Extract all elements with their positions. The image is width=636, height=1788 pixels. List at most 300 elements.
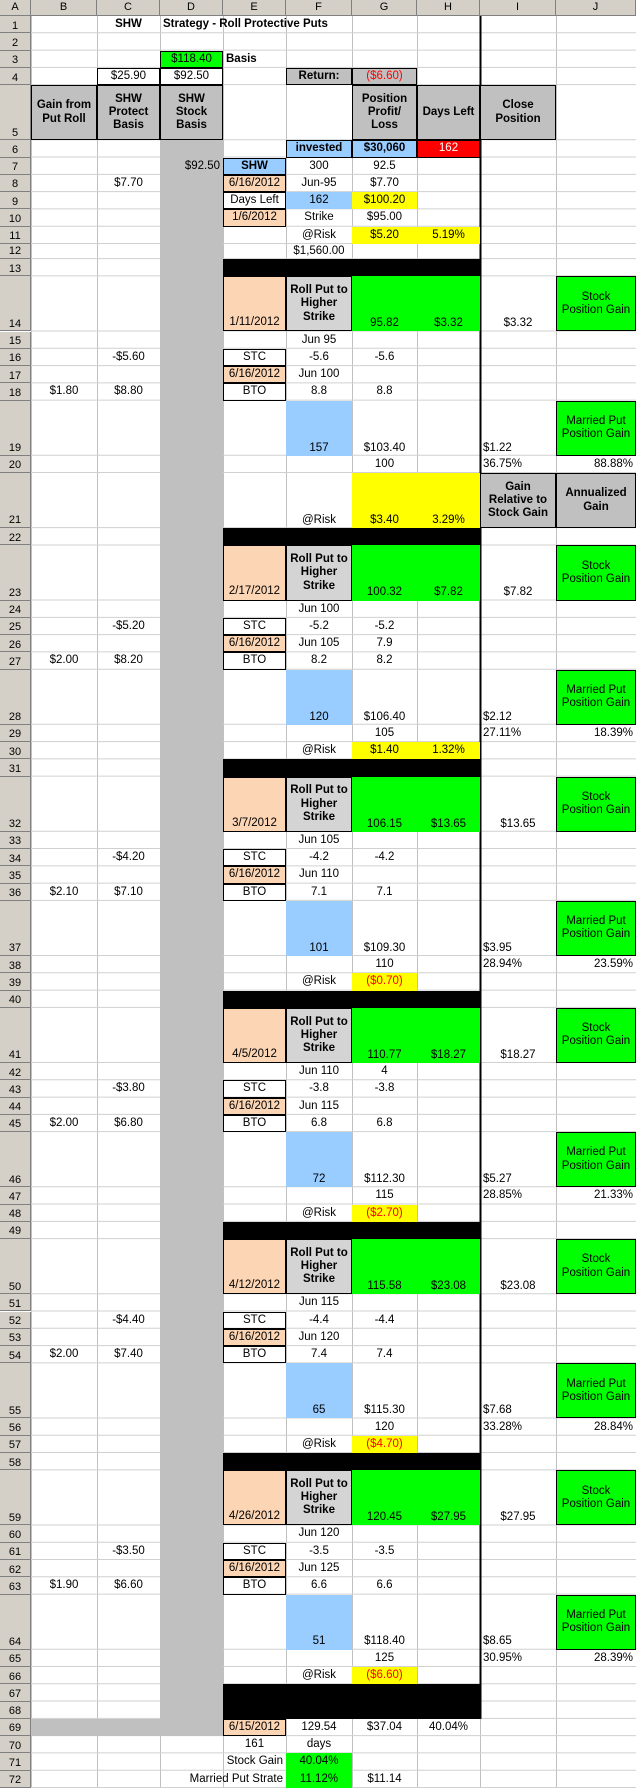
total-basis[interactable]: $112.30 — [364, 1173, 405, 1186]
stock-gain[interactable]: $3.32 — [417, 276, 480, 331]
stc-label[interactable]: STC — [223, 349, 286, 366]
stc-value[interactable]: -4.2 — [309, 851, 329, 864]
old-put[interactable]: Jun 120 — [298, 1527, 340, 1540]
stc-value-g[interactable]: -5.2 — [374, 619, 395, 632]
put-roll-gain[interactable]: $2.10 — [49, 885, 79, 898]
old-put[interactable]: Jun 95 — [301, 333, 337, 346]
row-header-36[interactable]: 36 — [0, 884, 31, 901]
old-put[interactable]: Jun 100 — [298, 602, 340, 615]
new-put-value[interactable]: 7.9 — [376, 637, 393, 650]
column-header-b[interactable]: B — [31, 0, 97, 16]
cell-d5[interactable]: SHW Stock Basis — [160, 85, 223, 140]
row-header-9[interactable]: 9 — [0, 192, 31, 209]
row-header-14[interactable]: 14 — [0, 276, 31, 331]
bto-label[interactable]: BTO — [223, 1577, 286, 1594]
strike[interactable]: 125 — [374, 1651, 395, 1664]
days-left[interactable]: 65 — [286, 1363, 352, 1418]
cell-f9[interactable]: 162 — [286, 192, 352, 209]
row-header-38[interactable]: 38 — [0, 956, 31, 973]
roll-label[interactable]: Roll Put to Higher Strike — [286, 1008, 352, 1063]
old-put[interactable]: Jun 115 — [298, 1296, 340, 1309]
roll-date[interactable]: 3/7/2012 — [223, 777, 286, 832]
put-close-value[interactable]: $5.27 — [483, 1173, 512, 1186]
risk-value[interactable]: $1.40 — [352, 742, 417, 759]
row-header-8[interactable]: 8 — [0, 175, 31, 192]
row-header-64[interactable]: 64 — [0, 1595, 31, 1650]
row-header-48[interactable]: 48 — [0, 1205, 31, 1222]
cell-c1[interactable]: SHW — [115, 18, 142, 31]
row-header-25[interactable]: 25 — [0, 618, 31, 635]
cell-g7[interactable]: 92.5 — [373, 159, 396, 172]
protect-stc[interactable]: -$5.60 — [112, 350, 145, 363]
row-header-20[interactable]: 20 — [0, 456, 31, 473]
risk-label[interactable]: @Risk — [301, 744, 337, 757]
close-position[interactable]: $3.32 — [503, 317, 533, 330]
row-header-45[interactable]: 45 — [0, 1115, 31, 1132]
stock-price[interactable]: 110.77 — [352, 1008, 417, 1063]
stc-value[interactable]: -3.5 — [309, 1544, 329, 1557]
stc-label[interactable]: STC — [223, 618, 286, 635]
cell-e70[interactable]: 161 — [244, 1738, 265, 1751]
roll-date[interactable]: 2/17/2012 — [223, 545, 286, 600]
bto-value-g[interactable]: 7.1 — [376, 885, 393, 898]
put-roll-gain[interactable]: $2.00 — [49, 1348, 79, 1361]
new-put[interactable]: Jun 105 — [298, 637, 340, 650]
cell-d4[interactable]: $92.50 — [160, 68, 223, 85]
row-header-12[interactable]: 12 — [0, 244, 31, 259]
stock-position-gain-label[interactable]: Stock Position Gain — [556, 545, 636, 600]
column-header-c[interactable]: C — [97, 0, 160, 16]
row-header-65[interactable]: 65 — [0, 1650, 31, 1667]
strike[interactable]: 100 — [374, 457, 395, 470]
annualized-pct[interactable]: 23.59% — [593, 958, 633, 971]
risk-label[interactable]: @Risk — [301, 513, 337, 526]
stc-label[interactable]: STC — [223, 1543, 286, 1560]
roll-date[interactable]: 4/5/2012 — [223, 1008, 286, 1063]
cell-e7[interactable]: SHW — [223, 158, 286, 175]
married-put-gain-label[interactable]: Married Put Position Gain — [556, 401, 636, 456]
row-header-41[interactable]: 41 — [0, 1008, 31, 1063]
old-put[interactable]: Jun 110 — [298, 1065, 340, 1078]
row-header-68[interactable]: 68 — [0, 1702, 31, 1719]
row-header-23[interactable]: 23 — [0, 545, 31, 600]
annualized-pct[interactable]: 21.33% — [593, 1189, 633, 1202]
row-header-37[interactable]: 37 — [0, 901, 31, 956]
total-basis[interactable]: $106.40 — [363, 710, 406, 723]
cell-h11[interactable]: 5.19% — [417, 227, 480, 244]
stc-value[interactable]: -4.4 — [309, 1313, 329, 1326]
married-put-gain-label[interactable]: Married Put Position Gain — [556, 670, 636, 725]
expiry-date[interactable]: 6/16/2012 — [223, 866, 286, 883]
protect-bto[interactable]: $8.80 — [114, 385, 143, 398]
cell-f12[interactable]: $1,560.00 — [293, 244, 345, 257]
cell-h6[interactable]: 162 — [417, 140, 480, 157]
row-header-66[interactable]: 66 — [0, 1667, 31, 1684]
cell-f71[interactable]: 40.04% — [286, 1753, 352, 1770]
cell-f7[interactable]: 300 — [309, 159, 329, 172]
row-header-44[interactable]: 44 — [0, 1098, 31, 1115]
column-header-f[interactable]: F — [286, 0, 352, 16]
cell-i5[interactable]: Close Position — [480, 85, 556, 140]
stock-gain[interactable]: $7.82 — [417, 545, 480, 600]
bto-label[interactable]: BTO — [223, 652, 286, 669]
bto-label[interactable]: BTO — [223, 383, 286, 400]
bto-value-g[interactable]: 8.2 — [376, 654, 393, 667]
row-header-22[interactable]: 22 — [0, 528, 31, 545]
new-put[interactable]: Jun 110 — [298, 868, 340, 881]
stock-price[interactable]: 95.82 — [352, 276, 417, 331]
put-close-value[interactable]: $7.68 — [483, 1404, 512, 1417]
bto-value-g[interactable]: 6.8 — [376, 1116, 393, 1129]
stc-value-g[interactable]: -3.8 — [374, 1082, 395, 1095]
bto-value[interactable]: 7.4 — [311, 1348, 327, 1361]
row-header-62[interactable]: 62 — [0, 1560, 31, 1577]
roll-date[interactable]: 4/12/2012 — [223, 1239, 286, 1294]
days-left[interactable]: 157 — [286, 401, 352, 456]
cell-f70[interactable]: days — [306, 1738, 332, 1751]
cell-e10[interactable]: 1/6/2012 — [223, 209, 286, 226]
row-header-46[interactable]: 46 — [0, 1132, 31, 1187]
stock-gain[interactable]: $13.65 — [417, 777, 480, 832]
put-roll-gain[interactable]: $1.80 — [49, 385, 79, 398]
cell-g69[interactable]: $37.04 — [366, 1720, 403, 1733]
stock-position-gain-label[interactable]: Stock Position Gain — [556, 276, 636, 331]
risk-label[interactable]: @Risk — [301, 975, 337, 988]
bto-value[interactable]: 8.2 — [311, 654, 327, 667]
new-put[interactable]: Jun 100 — [298, 368, 340, 381]
expiry-date[interactable]: 6/16/2012 — [223, 1329, 286, 1346]
row-header-60[interactable]: 60 — [0, 1525, 31, 1542]
bto-label[interactable]: BTO — [223, 884, 286, 901]
stc-value-g[interactable]: -4.2 — [374, 851, 395, 864]
row-header-21[interactable]: 21 — [0, 473, 31, 528]
cell-e8[interactable]: 6/16/2012 — [223, 175, 286, 192]
row-header-51[interactable]: 51 — [0, 1294, 31, 1311]
protect-bto[interactable]: $6.80 — [114, 1116, 143, 1129]
row-header-63[interactable]: 63 — [0, 1577, 31, 1594]
cell-g4[interactable]: ($6.60) — [352, 68, 417, 85]
row-header-5[interactable]: 5 — [0, 85, 31, 140]
put-close-value[interactable]: $3.95 — [483, 941, 512, 954]
stock-gain[interactable]: $18.27 — [417, 1008, 480, 1063]
row-header-3[interactable]: 3 — [0, 51, 31, 68]
stc-label[interactable]: STC — [223, 1312, 286, 1329]
stc-value-g[interactable]: -3.5 — [374, 1544, 395, 1557]
annualized-header[interactable]: Annualized Gain — [556, 473, 636, 528]
row-header-17[interactable]: 17 — [0, 366, 31, 383]
protect-bto[interactable]: $6.60 — [114, 1579, 143, 1592]
stock-position-gain-label[interactable]: Stock Position Gain — [556, 1239, 636, 1294]
gain-pct[interactable]: 30.95% — [483, 1651, 523, 1664]
row-header-35[interactable]: 35 — [0, 866, 31, 883]
stock-price[interactable]: 120.45 — [352, 1470, 417, 1525]
risk-value[interactable]: ($0.70) — [352, 973, 417, 990]
column-header-g[interactable]: G — [352, 0, 417, 16]
row-header-13[interactable]: 13 — [0, 259, 31, 276]
cell-c8[interactable]: $7.70 — [114, 176, 143, 189]
roll-label[interactable]: Roll Put to Higher Strike — [286, 276, 352, 331]
bto-value[interactable]: 8.8 — [311, 385, 327, 398]
row-header-52[interactable]: 52 — [0, 1312, 31, 1329]
row-header-27[interactable]: 27 — [0, 652, 31, 669]
column-header-e[interactable]: E — [223, 0, 286, 16]
protect-bto[interactable]: $8.20 — [114, 654, 143, 667]
row-header-4[interactable]: 4 — [0, 68, 31, 85]
row-header-18[interactable]: 18 — [0, 383, 31, 400]
row-header-55[interactable]: 55 — [0, 1363, 31, 1418]
row-header-69[interactable]: 69 — [0, 1719, 31, 1736]
risk-value[interactable]: ($6.60) — [352, 1667, 417, 1684]
bto-value[interactable]: 6.8 — [311, 1116, 327, 1129]
risk-value[interactable]: $3.40 — [352, 473, 417, 528]
gain-pct[interactable]: 28.85% — [483, 1189, 523, 1202]
gain-pct[interactable]: 36.75% — [483, 457, 523, 470]
gain-pct[interactable]: 27.11% — [483, 726, 522, 739]
strike[interactable]: 110 — [375, 958, 394, 971]
stock-price[interactable]: 115.58 — [352, 1239, 417, 1294]
row-header-56[interactable]: 56 — [0, 1418, 31, 1435]
row-header-49[interactable]: 49 — [0, 1222, 31, 1239]
cell-g11[interactable]: $5.20 — [352, 227, 417, 244]
total-basis[interactable]: $118.40 — [364, 1635, 405, 1648]
row-header-70[interactable]: 70 — [0, 1736, 31, 1753]
row-header-72[interactable]: 72 — [0, 1771, 31, 1788]
cell-h5[interactable]: Days Left — [417, 85, 480, 140]
cell-c4[interactable]: $25.90 — [97, 68, 160, 85]
roll-label[interactable]: Roll Put to Higher Strike — [286, 545, 352, 600]
old-put-value[interactable]: 4 — [381, 1065, 388, 1078]
put-close-value[interactable]: $8.65 — [483, 1635, 512, 1648]
cell-d1[interactable]: Strategy - Roll Protective Puts — [163, 18, 328, 31]
roll-date[interactable]: 1/11/2012 — [223, 276, 286, 331]
annualized-pct[interactable]: 28.39% — [593, 1651, 633, 1664]
cell-g6[interactable]: $30,060 — [352, 140, 417, 157]
days-left[interactable]: 120 — [286, 670, 352, 725]
stc-value-g[interactable]: -5.6 — [374, 350, 395, 363]
total-basis[interactable]: $103.40 — [363, 441, 406, 454]
annualized-pct[interactable]: 28.84% — [593, 1420, 633, 1433]
risk-pct[interactable] — [417, 1205, 480, 1222]
cell-e72[interactable]: Married Put Strate — [189, 1772, 283, 1785]
row-header-10[interactable]: 10 — [0, 209, 31, 226]
new-put[interactable]: Jun 125 — [298, 1562, 340, 1575]
bto-value-g[interactable]: 8.8 — [376, 385, 393, 398]
cell-g10[interactable]: $95.00 — [366, 211, 403, 224]
stc-value[interactable]: -3.8 — [309, 1082, 329, 1095]
row-header-24[interactable]: 24 — [0, 601, 31, 618]
row-header-57[interactable]: 57 — [0, 1436, 31, 1453]
cell-g5[interactable]: Position Profit/ Loss — [352, 85, 417, 140]
close-position[interactable]: $7.82 — [503, 586, 533, 599]
cell-f8[interactable]: Jun-95 — [301, 176, 337, 189]
annualized-pct[interactable]: 18.39% — [593, 726, 633, 739]
stc-value-g[interactable]: -4.4 — [374, 1313, 395, 1326]
row-header-32[interactable]: 32 — [0, 777, 31, 832]
cell-f11[interactable]: @Risk — [301, 228, 337, 241]
stock-position-gain-label[interactable]: Stock Position Gain — [556, 1008, 636, 1063]
close-position[interactable]: $27.95 — [500, 1511, 536, 1524]
row-header-34[interactable]: 34 — [0, 849, 31, 866]
put-close-value[interactable]: $1.22 — [483, 441, 512, 454]
column-header-j[interactable]: J — [556, 0, 636, 16]
stock-price[interactable]: 100.32 — [352, 545, 417, 600]
row-header-7[interactable]: 7 — [0, 158, 31, 175]
roll-date[interactable]: 4/26/2012 — [223, 1470, 286, 1525]
row-header-19[interactable]: 19 — [0, 401, 31, 456]
close-position[interactable]: $18.27 — [500, 1048, 536, 1061]
row-header-11[interactable]: 11 — [0, 227, 31, 244]
close-position[interactable]: $13.65 — [500, 817, 536, 830]
new-put[interactable]: Jun 115 — [298, 1099, 340, 1112]
row-header-33[interactable]: 33 — [0, 832, 31, 849]
expiry-date[interactable]: 6/16/2012 — [223, 635, 286, 652]
row-header-15[interactable]: 15 — [0, 332, 31, 349]
married-put-gain-label[interactable]: Married Put Position Gain — [556, 1132, 636, 1187]
cell-e3[interactable]: Basis — [226, 52, 257, 65]
protect-stc[interactable]: -$3.50 — [112, 1544, 145, 1557]
protect-stc[interactable]: -$4.20 — [112, 851, 145, 864]
gain-pct[interactable]: 33.28% — [483, 1420, 523, 1433]
row-header-16[interactable]: 16 — [0, 349, 31, 366]
put-roll-gain[interactable]: $2.00 — [49, 1116, 79, 1129]
column-header-a[interactable]: A — [0, 0, 31, 16]
row-header-59[interactable]: 59 — [0, 1470, 31, 1525]
cell-d3[interactable]: $118.40 — [160, 51, 223, 68]
risk-value[interactable]: ($2.70) — [352, 1205, 417, 1222]
cell-e71[interactable]: Stock Gain — [226, 1755, 283, 1768]
married-put-gain-label[interactable]: Married Put Position Gain — [556, 1595, 636, 1650]
row-header-30[interactable]: 30 — [0, 742, 31, 759]
expiry-date[interactable]: 6/16/2012 — [223, 1560, 286, 1577]
row-header-67[interactable]: 67 — [0, 1684, 31, 1701]
risk-pct[interactable]: 3.29% — [417, 473, 480, 528]
days-left[interactable]: 51 — [286, 1595, 352, 1650]
row-header-47[interactable]: 47 — [0, 1187, 31, 1204]
row-header-1[interactable]: 1 — [0, 16, 31, 33]
cell-b5[interactable]: Gain from Put Roll — [31, 85, 97, 140]
row-header-2[interactable]: 2 — [0, 33, 31, 50]
put-roll-gain[interactable]: $1.90 — [49, 1579, 79, 1592]
cell-f6[interactable]: invested — [286, 140, 352, 157]
protect-bto[interactable]: $7.10 — [114, 885, 143, 898]
cell-f10[interactable]: Strike — [304, 211, 334, 224]
protect-stc[interactable]: -$4.40 — [112, 1313, 145, 1326]
risk-label[interactable]: @Risk — [301, 1669, 337, 1682]
cell-f69[interactable]: 129.54 — [301, 1720, 337, 1733]
bto-value-g[interactable]: 6.6 — [376, 1579, 393, 1592]
row-header-54[interactable]: 54 — [0, 1346, 31, 1363]
cell-f72[interactable]: 11.12% — [286, 1771, 352, 1788]
row-header-58[interactable]: 58 — [0, 1453, 31, 1470]
total-basis[interactable]: $115.30 — [364, 1404, 405, 1417]
stock-gain[interactable]: $27.95 — [417, 1470, 480, 1525]
stock-position-gain-label[interactable]: Stock Position Gain — [556, 1470, 636, 1525]
strike[interactable]: 120 — [374, 1420, 395, 1433]
strike[interactable]: 115 — [375, 1189, 394, 1202]
strike[interactable]: 105 — [374, 726, 395, 739]
row-header-26[interactable]: 26 — [0, 635, 31, 652]
risk-value[interactable]: ($4.70) — [352, 1436, 417, 1453]
row-header-53[interactable]: 53 — [0, 1329, 31, 1346]
cell-f4[interactable]: Return: — [286, 68, 352, 85]
expiry-date[interactable]: 6/16/2012 — [223, 366, 286, 383]
row-header-71[interactable]: 71 — [0, 1753, 31, 1770]
row-header-50[interactable]: 50 — [0, 1239, 31, 1294]
column-header-i[interactable]: I — [480, 0, 556, 16]
cell-e69[interactable]: 6/15/2012 — [223, 1719, 286, 1736]
cell-g72[interactable]: $11.14 — [367, 1772, 402, 1785]
stock-position-gain-label[interactable]: Stock Position Gain — [556, 777, 636, 832]
cell-h69[interactable]: 40.04% — [428, 1720, 468, 1733]
row-header-29[interactable]: 29 — [0, 725, 31, 742]
annualized-pct[interactable]: 88.88% — [593, 457, 633, 470]
risk-pct[interactable] — [417, 1436, 480, 1453]
bto-value-g[interactable]: 7.4 — [376, 1348, 393, 1361]
risk-pct[interactable]: 1.32% — [417, 742, 480, 759]
row-header-42[interactable]: 42 — [0, 1063, 31, 1080]
roll-label[interactable]: Roll Put to Higher Strike — [286, 1470, 352, 1525]
risk-label[interactable]: @Risk — [301, 1437, 337, 1450]
gain-relative-header[interactable]: Gain Relative to Stock Gain — [480, 473, 556, 528]
stc-value[interactable]: -5.2 — [309, 619, 329, 632]
stc-label[interactable]: STC — [223, 1080, 286, 1097]
bto-label[interactable]: BTO — [223, 1115, 286, 1132]
risk-pct[interactable] — [417, 1667, 480, 1684]
cell-g8[interactable]: $7.70 — [370, 176, 399, 189]
married-put-gain-label[interactable]: Married Put Position Gain — [556, 1363, 636, 1418]
row-header-28[interactable]: 28 — [0, 670, 31, 725]
put-close-value[interactable]: $2.12 — [483, 710, 512, 723]
column-header-d[interactable]: D — [160, 0, 223, 16]
protect-bto[interactable]: $7.40 — [114, 1348, 143, 1361]
row-header-40[interactable]: 40 — [0, 991, 31, 1008]
put-roll-gain[interactable]: $2.00 — [49, 654, 79, 667]
cell-d7[interactable]: $92.50 — [160, 158, 223, 175]
married-put-gain-label[interactable]: Married Put Position Gain — [556, 901, 636, 956]
stc-value[interactable]: -5.6 — [309, 350, 329, 363]
close-position[interactable]: $23.08 — [500, 1279, 536, 1292]
protect-stc[interactable]: -$3.80 — [112, 1082, 145, 1095]
stock-gain[interactable]: $23.08 — [417, 1239, 480, 1294]
days-left[interactable]: 101 — [286, 901, 352, 956]
cell-e9[interactable]: Days Left — [223, 192, 286, 209]
roll-label[interactable]: Roll Put to Higher Strike — [286, 777, 352, 832]
cell-c5[interactable]: SHW Protect Basis — [97, 85, 160, 140]
protect-stc[interactable]: -$5.20 — [112, 619, 145, 632]
bto-label[interactable]: BTO — [223, 1346, 286, 1363]
expiry-date[interactable]: 6/16/2012 — [223, 1098, 286, 1115]
row-header-39[interactable]: 39 — [0, 973, 31, 990]
risk-pct[interactable] — [417, 973, 480, 990]
column-header-h[interactable]: H — [417, 0, 480, 16]
row-header-61[interactable]: 61 — [0, 1543, 31, 1560]
roll-label[interactable]: Roll Put to Higher Strike — [286, 1239, 352, 1294]
bto-value[interactable]: 7.1 — [311, 885, 327, 898]
cell-g9[interactable]: $100.20 — [352, 192, 417, 209]
total-basis[interactable]: $109.30 — [363, 941, 406, 954]
row-header-31[interactable]: 31 — [0, 759, 31, 776]
gain-pct[interactable]: 28.94% — [483, 958, 523, 971]
bto-value[interactable]: 6.6 — [311, 1579, 327, 1592]
new-put[interactable]: Jun 120 — [298, 1330, 340, 1343]
stc-label[interactable]: STC — [223, 849, 286, 866]
stock-price[interactable]: 106.15 — [352, 777, 417, 832]
row-header-6[interactable]: 6 — [0, 140, 31, 157]
risk-label[interactable]: @Risk — [301, 1206, 337, 1219]
old-put[interactable]: Jun 105 — [298, 833, 340, 846]
days-left[interactable]: 72 — [286, 1132, 352, 1187]
row-header-43[interactable]: 43 — [0, 1080, 31, 1097]
